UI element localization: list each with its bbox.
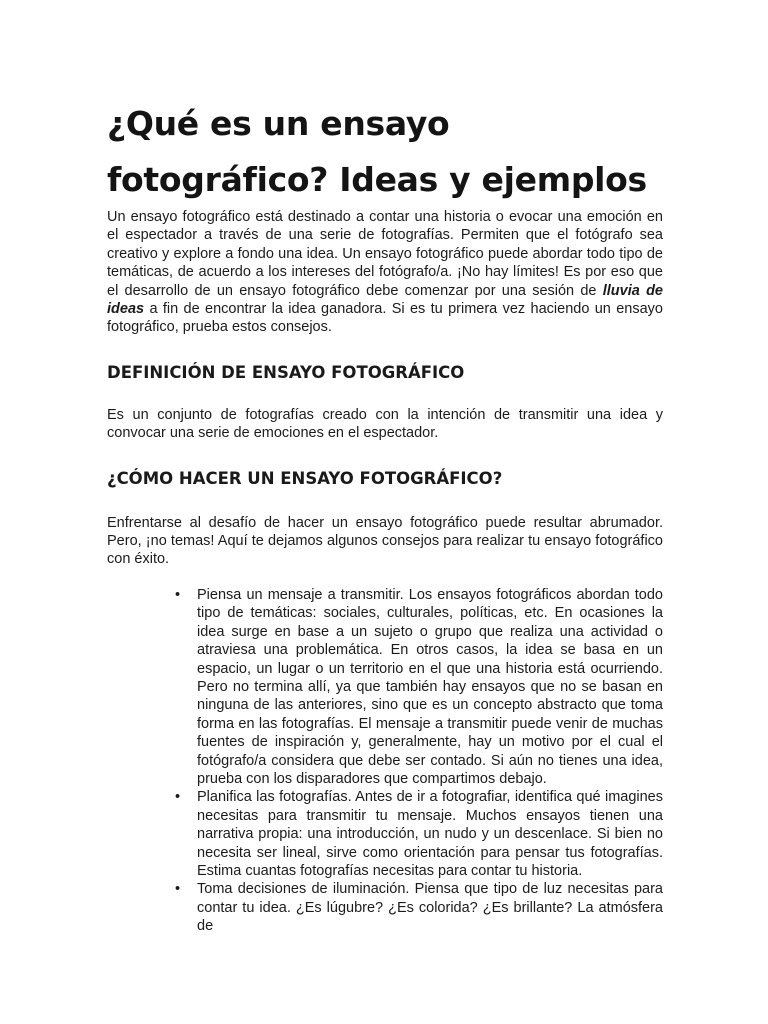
definition-heading: DEFINICIÓN DE ENSAYO FOTOGRÁFICO <box>107 362 465 382</box>
list-item-text: Piensa un mensaje a transmitir. Los ensayos fotográficos abordan todo tipo de temáticas: sociales, culturales, políticas, etc. En ocasiones la idea surge en base a un sujeto o grupo que realiza una actividad o atraviesa una problemática. En otros casos, la idea se basa en un espacio, un lugar o un territorio en el que una historia está ocurriendo. Pero no termina allí, ya que también hay ensayos que no se basan en ninguna de las anteriores, sino que es un concepto abstracto que toma forma en las fotografías. El mensaje a transmitir puede venir de muchas fuentes de inspiración y, generalmente, hay un motivo por el cual el fotógrafo/a considera que debe ser contado. Si aún no tienes una idea, prueba con los disparadores que compartimos debajo. <box>197 586 663 787</box>
tips-list <box>107 586 663 936</box>
list-item-text: Toma decisiones de iluminación. Piensa que tipo de luz necesitas para contar tu idea. ¿Es lúgubre? ¿Es colorida? ¿Es brillante? La atmósfera de <box>197 881 663 935</box>
list-item <box>175 788 663 880</box>
how-to-paragraph: Enfrentarse al desafío de hacer un ensayo fotográfico puede resultar abrumador. Pero, ¡no temas! Aquí te dejamos algunos consejos para realizar tu ensayo fotográfico con éxito. <box>107 514 663 568</box>
how-to-heading: ¿CÓMO HACER UN ENSAYO FOTOGRÁFICO? <box>107 468 503 488</box>
definition-paragraph: Es un conjunto de fotografías creado con la intención de transmitir una idea y convocar una serie de emociones en el espectador. <box>107 406 663 442</box>
list-item-text: Planifica las fotografías. Antes de ir a fotografiar, identifica qué imagines necesitas para transmitir tu mensaje. Muchos ensayos tienen una narrativa propia: una introducción, un nudo y un descenlace. Si bien no necesita ser lineal, sirve como orientación para pensar tus fotografías. Estima cuantas fotografías necesitas para contar tu historia. <box>197 789 663 879</box>
intro-text-before: Un ensayo fotográfico está destinado a contar una historia o evocar una emoción en el espectador a través de una serie de fotografías. Permiten que el fotógrafo sea creativo y explore a fondo una idea. Un ensayo fotográfico puede abordar todo tipo de temáticas, de acuerdo a los intereses del fotógrafo/a. ¡No hay límites! Es por eso que el desarrollo de un ensayo fotográfico debe comenzar por una sesión de <box>107 209 663 299</box>
intro-paragraph <box>107 208 663 337</box>
intro-emphasis: lluvia de ideas <box>107 282 663 318</box>
bullet-icon: • <box>175 789 181 806</box>
page-title: ¿Qué es un ensayo fotográfico? Ideas y ejemplos <box>107 104 647 199</box>
list-item <box>175 586 663 788</box>
list-item <box>175 880 663 935</box>
document-page <box>107 96 663 936</box>
bullet-icon: • <box>175 881 181 898</box>
bullet-icon: • <box>175 586 181 603</box>
intro-text-after: a fin de encontrar la idea ganadora. Si es tu primera vez haciendo un ensayo fotográfico, prueba estos consejos. <box>107 301 663 336</box>
